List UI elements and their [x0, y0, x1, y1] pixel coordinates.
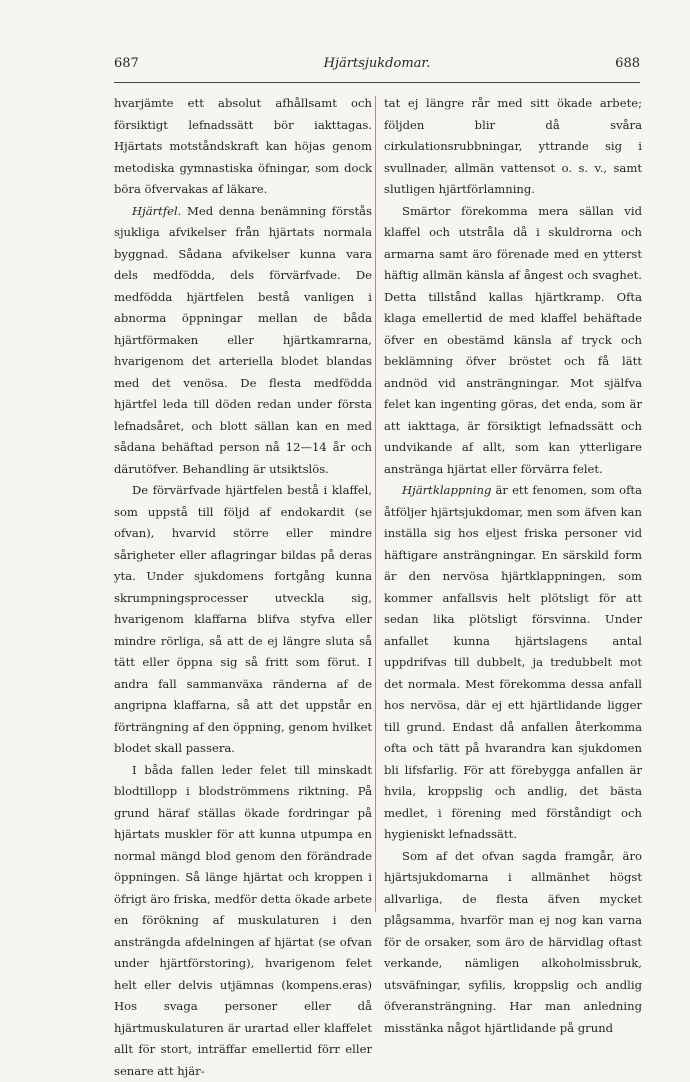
paragraph-hjartklappning — [384, 480, 642, 846]
left-column — [114, 93, 372, 1082]
running-title: Hjärtsjukdomar. — [114, 56, 640, 71]
paragraph-continuation-right: tat ej längre rår med sitt ökade arbete; följden blir då svåra cirkulationsrubbningar, yttrande sig i svullnader, allmän vattensot o. s. v., samt slutligen hjärtförlamning. — [384, 93, 642, 201]
page-number-left: 687 — [114, 56, 139, 71]
paragraph-hjartklappning-text: är ett fenomen, som ofta åtföljer hjärtsjukdomar, men som äfven kan inställa sig hos eljest friska personer vid häftigare ansträngningar. En särskild form är den nervösa hjärtklappningen, som kommer anfallsvis helt plötsligt för att sedan lika plötsligt försvinna. Under anfallet kunna hjärtslagens antal uppdrifvas till dubbelt, ja tredubbelt mot det normala. Mest förekomma dessa anfall hos nervösa, där ej ett hjärtlidande ligger till grund. Endast då anfallen återkomma ofta och tätt på hvarandra kan sjukdomen bli lifsfarlig. För att förebygga anfallen är hvila, kroppslig och andlig, det bästa medlet, i förening med förståndigt och hygieniskt lefnadssätt. — [384, 483, 642, 841]
paragraph-summary: Som af det ofvan sagda framgår, äro hjärtsjukdomarna i allmänhet högst allvarliga, de flesta äfven mycket plågsamma, hvarför man ej nog kan varna för de orsaker, som äro de härvidlag oftast verkande, nämligen alkoholmissbruk, utsväfningar, syfilis, kroppslig och andlig öfveransträngning. Har man anledning misstänka något hjärtlidande på grund — [384, 846, 642, 1040]
column-separator — [375, 96, 376, 912]
paragraph-hjartfel — [114, 201, 372, 481]
paragraph-hjartfel-text: Med denna benämning förstås sjukliga afvikelser från hjärtats normala byggnad. Sådana afvikelser kunna vara dels medfödda, dels förvärfvade. De medfödda hjärtfelen bestå vanligen i abnorma öppningar mellan de båda hjärtförmaken eller hjärtkamrarna, hvarigenom det arteriella blodet blandas med det venösa. De flesta medfödda hjärtfel leda till döden redan under första lefnadsåret, och blott sällan kan en med sådana behäftad person nå 12—14 år och därutöfver. Behandling är utsiktslös. — [114, 204, 372, 476]
header-rule — [114, 82, 640, 83]
paragraph-smartor: Smärtor förekomma mera sällan vid klaffel och utstråla då i skuldrorna och armarna samt äro förenade med en ytterst häftig allmän känsla af ångest och svaghet. Detta tillstånd kallas hjärtkramp. Ofta klaga emellertid de med klaffel behäftade öfver en obestämd känsla af tryck och beklämning öfver bröstet och få lätt andnöd vid ansträngningar. Mot själfva felet kan ingenting göras, det enda, som är att iakttaga, är försiktigt lefnadssätt och undvikande af allt, som kan ytterligare anstränga hjärtat eller förvärra felet. — [384, 201, 642, 481]
page-header — [114, 56, 640, 78]
term-hjartklappning: Hjärtklappning — [402, 483, 491, 497]
right-column — [384, 93, 642, 1039]
paragraph-continuation: hvarjämte ett absolut afhållsamt och försiktigt lefnadssätt bör iakttagas. Hjärtats motståndskraft kan höjas genom metodiska gymnastiska öfningar, som dock böra öfvervakas af läkare. — [114, 93, 372, 201]
paragraph-forvarfvade: De förvärfvade hjärtfelen bestå i klaffel, som uppstå till följd af endokardit (se ofvan), hvarvid större eller mindre sårigheter eller aflagringar bildas på deras yta. Under sjukdomens fortgång kunna skrumpningsprocesser utveckla sig, hvarigenom klaffarna blifva styfva eller mindre rörliga, så att de ej längre sluta så tätt eller öppna sig så fritt som förut. I andra fall sammanväxa ränderna af de angripna klaffarna, så att det uppstår en förträngning af den öppning, genom hvilket blodet skall passera. — [114, 480, 372, 760]
term-hjartfel: Hjärtfel. — [132, 204, 181, 218]
paragraph-blodtillopp: I båda fallen leder felet till minskadt blodtillopp i blodströmmens riktning. På grund häraf ställas ökade fordringar på hjärtats muskler för att kunna utpumpa en normal mängd blod genom den förändrade öppningen. Så länge hjärtat och kroppen i öfrigt äro friska, medför detta ökade arbete en förökning af muskulaturen i den ansträngda afdelningen af hjärtat (se ofvan under hjärtförstoring), hvarigenom felet helt eller delvis utjämnas (kompens.eras) Hos svaga personer eller då hjärtmuskulaturen är urartad eller klaffelet allt för stort, inträffar emellertid förr eller senare att hjär- — [114, 760, 372, 1082]
page-number-right: 688 — [615, 56, 640, 71]
